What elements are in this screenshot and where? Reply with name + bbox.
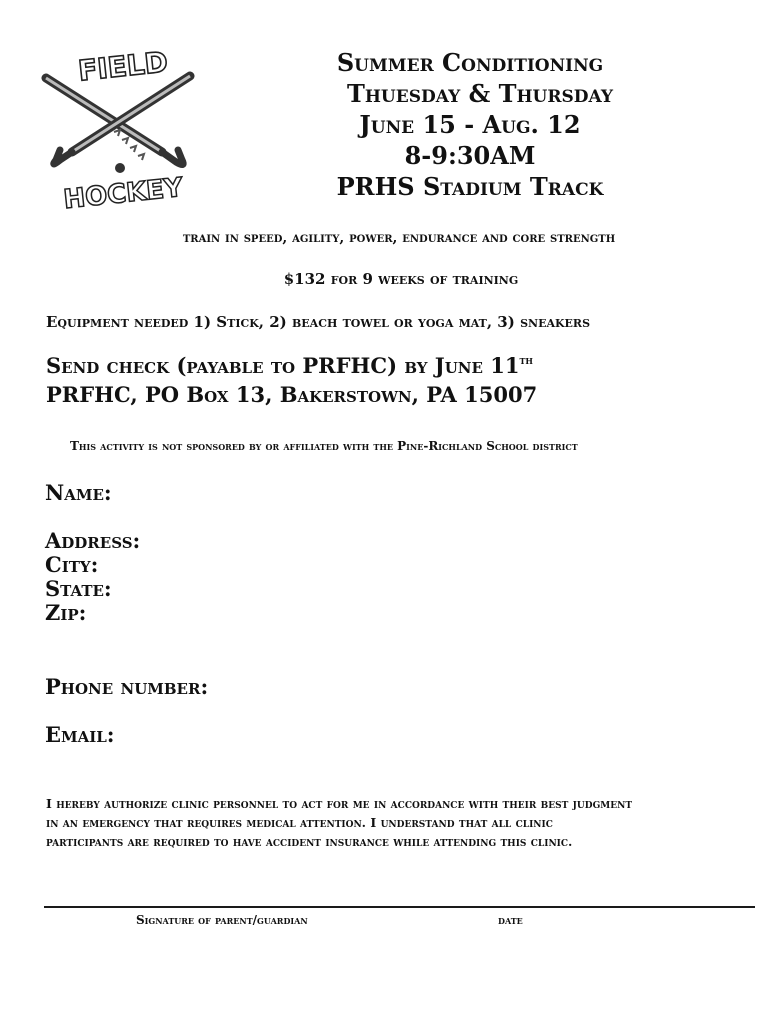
price-line: $132 for 9 weeks of training: [283, 270, 519, 288]
authorization-line-3: participants are required to have accident insurance while attending this clinic.: [46, 834, 573, 849]
header-location: PRHS Stadium Track: [336, 172, 604, 201]
send-check-superscript: th: [519, 354, 533, 367]
hockey-stick-icon: [54, 76, 190, 164]
ball-icon: [115, 163, 125, 173]
state-label: State:: [45, 576, 112, 601]
mailing-address: PRFHC, PO Box 13, Bakerstown, PA 15007: [46, 382, 538, 407]
signature-line: [44, 906, 755, 908]
train-description: train in speed, agility, power, endurance and core strength: [182, 230, 616, 246]
send-check-text: Send check (payable to PRFHC) by June 11: [46, 353, 520, 378]
address-label: Address:: [45, 528, 141, 553]
email-label: Email:: [45, 722, 115, 747]
header-time: 8-9:30AM: [404, 141, 536, 170]
disclaimer: This activity is not sponsored by or affiliated with the Pine-Richland School district: [70, 439, 578, 453]
city-label: City:: [45, 552, 99, 577]
svg-text:HOCKEY: HOCKEY: [62, 172, 185, 215]
zip-label: Zip:: [45, 600, 87, 625]
send-check-line: [46, 353, 533, 378]
header-days: Thuesday & Thursday: [347, 79, 613, 108]
header-title: Summer Conditioning: [336, 48, 604, 77]
authorization-line-2: in an emergency that requires medical attention. I understand that all clinic: [46, 815, 553, 830]
field-hockey-logo: [38, 40, 208, 215]
name-label: Name:: [45, 480, 112, 505]
signature-label: Signature of parent/guardian: [136, 913, 308, 927]
header-dates: June 15 - Aug. 12: [359, 110, 581, 139]
date-label: date: [498, 913, 523, 927]
authorization-line-1: I hereby authorize clinic personnel to act for me in accordance with their best judgment: [46, 796, 633, 811]
svg-text:FIELD: FIELD: [76, 45, 170, 88]
equipment-line: Equipment needed 1) Stick, 2) beach towel or yoga mat, 3) sneakers: [46, 313, 591, 331]
phone-label: Phone number:: [45, 674, 209, 699]
